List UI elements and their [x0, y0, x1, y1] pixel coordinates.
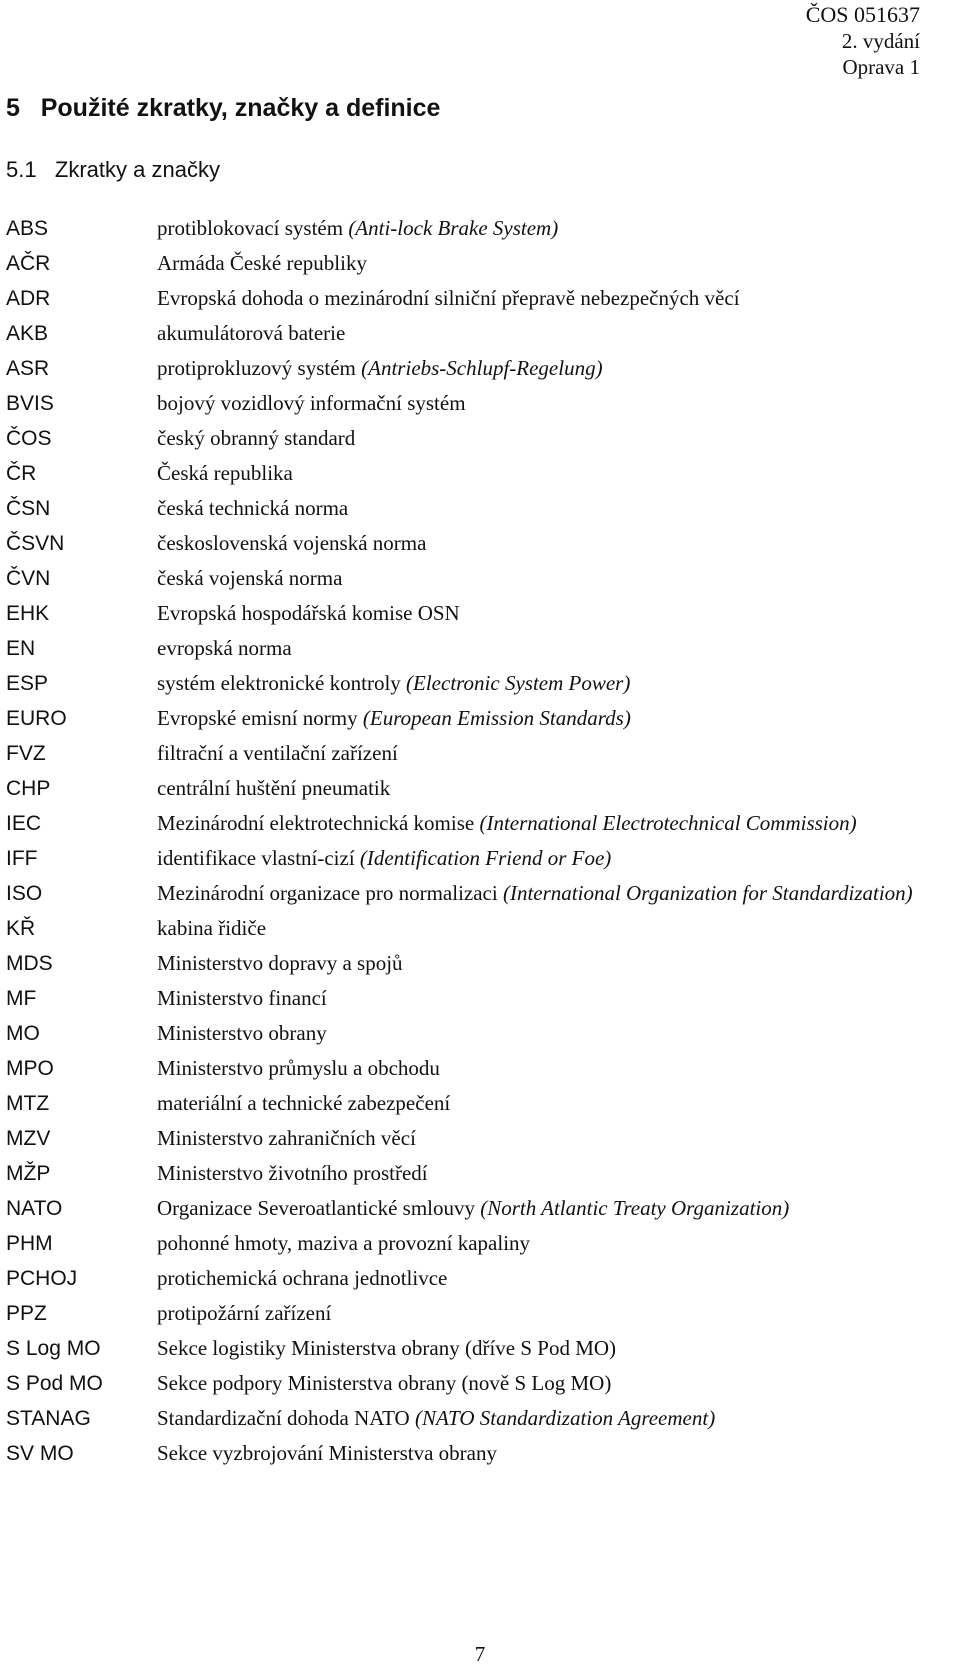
abbreviation-code: MTZ [6, 1092, 50, 1115]
definition-text: Evropská dohoda o mezinárodní silniční přepravě nebezpečných věcí [157, 286, 740, 310]
abbreviation-row [6, 1086, 926, 1121]
abbreviation-definition [157, 809, 926, 838]
abbreviation-code: EHK [6, 602, 50, 625]
abbreviation-row [6, 456, 926, 491]
abbreviation-row [6, 316, 926, 351]
abbreviation-row [6, 1261, 926, 1296]
definition-text: Evropská hospodářská komise OSN [157, 601, 460, 625]
abbreviation-row [6, 526, 926, 561]
abbreviation-definition [157, 949, 926, 978]
page-number: 7 [474, 1642, 486, 1666]
abbreviation-row [6, 211, 926, 246]
abbreviation-code: ČVN [6, 567, 51, 590]
definition-text: akumulátorová baterie [157, 321, 346, 345]
definition-text: Organizace Severoatlantické smlouvy [157, 1196, 481, 1220]
definition-english: (Identification Friend or Foe) [359, 846, 612, 870]
abbreviation-code: EN [6, 637, 36, 660]
abbreviation-row [6, 1436, 926, 1471]
definition-text: československá vojenská norma [157, 531, 427, 555]
abbreviation-code: PCHOJ [6, 1267, 78, 1290]
abbreviation-definition [157, 284, 926, 313]
section-title: 5 Použité zkratky, značky a definice [6, 94, 441, 122]
definition-text: systém elektronické kontroly [157, 671, 407, 695]
definition-text: Ministerstvo dopravy a spojů [157, 951, 403, 975]
definition-english: (International Organization for Standardization) [502, 881, 913, 905]
abbreviation-code: S Pod MO [6, 1372, 103, 1395]
abbreviation-code: ASR [6, 357, 50, 380]
definition-text: materiální a technické zabezpečení [157, 1091, 451, 1115]
abbreviation-row [6, 911, 926, 946]
abbreviation-definition [157, 1369, 926, 1398]
abbreviation-row [6, 421, 926, 456]
abbreviation-code: ČOS [6, 427, 52, 450]
abbreviation-row [6, 946, 926, 981]
abbreviation-definition [157, 494, 926, 523]
abbreviation-row [6, 1401, 926, 1436]
abbreviation-code: AČR [6, 252, 51, 275]
abbreviation-definition [157, 1124, 926, 1153]
abbreviation-definition [157, 529, 926, 558]
abbreviation-code: STANAG [6, 1407, 91, 1430]
amendment-label: Oprava 1 [842, 55, 920, 79]
definition-text: protichemická ochrana jednotlivce [157, 1266, 448, 1290]
abbreviation-row [6, 736, 926, 771]
document-header [806, 2, 920, 80]
definition-text: Česká republika [157, 461, 293, 485]
abbreviation-definition [157, 774, 926, 803]
abbreviation-row [6, 666, 926, 701]
abbreviation-definition [157, 459, 926, 488]
abbreviation-definition [157, 704, 926, 733]
abbreviation-definition [157, 424, 926, 453]
definition-text: evropská norma [157, 636, 292, 660]
definition-text: filtrační a ventilační zařízení [157, 741, 398, 765]
abbreviation-row [6, 1296, 926, 1331]
abbreviation-row [6, 1366, 926, 1401]
abbreviation-code: ISO [6, 882, 43, 905]
abbreviation-row [6, 1191, 926, 1226]
abbreviation-code: SV MO [6, 1442, 74, 1465]
definition-text: Mezinárodní organizace pro normalizaci [157, 881, 503, 905]
abbreviation-row [6, 701, 926, 736]
abbreviation-definition [157, 1439, 926, 1468]
definition-text: Ministerstvo životního prostředí [157, 1161, 428, 1185]
definition-text: protiblokovací systém [157, 216, 349, 240]
abbreviation-definition [157, 319, 926, 348]
abbreviation-code: FVZ [6, 742, 46, 765]
document-id: ČOS 051637 [805, 2, 920, 27]
definition-text: Standardizační dohoda NATO [157, 1406, 415, 1430]
abbreviation-row [6, 981, 926, 1016]
abbreviation-row [6, 1331, 926, 1366]
abbreviation-code: ESP [6, 672, 49, 695]
abbreviation-code: NATO [6, 1197, 63, 1220]
abbreviation-row [6, 1121, 926, 1156]
abbreviation-row [6, 281, 926, 316]
abbreviation-row [6, 631, 926, 666]
abbreviation-row [6, 1016, 926, 1051]
abbreviation-definition [157, 1054, 926, 1083]
abbreviation-code: BVIS [6, 392, 54, 415]
abbreviation-definition [157, 634, 926, 663]
abbreviation-row [6, 1156, 926, 1191]
definition-text: Ministerstvo financí [157, 986, 327, 1010]
definition-text: Armáda České republiky [157, 251, 367, 275]
abbreviation-code: MŽP [6, 1162, 51, 1185]
definition-text: identifikace vlastní-cizí [157, 846, 360, 870]
abbreviation-row [6, 561, 926, 596]
abbreviation-row [6, 841, 926, 876]
definition-english: (International Electrotechnical Commission) [479, 811, 857, 835]
abbreviation-row [6, 491, 926, 526]
abbreviation-code: KŘ [6, 917, 36, 940]
abbreviation-definition [157, 984, 926, 1013]
abbreviation-definition [157, 1229, 926, 1258]
abbreviation-definition [157, 1019, 926, 1048]
definition-text: protiprokluzový systém [157, 356, 362, 380]
abbreviation-definition [157, 249, 926, 278]
abbreviation-code: ABS [6, 217, 49, 240]
abbreviation-row [6, 386, 926, 421]
definition-text: Ministerstvo průmyslu a obchodu [157, 1056, 440, 1080]
abbreviation-row [6, 876, 926, 911]
abbreviation-code: MDS [6, 952, 53, 975]
abbreviation-code: MF [6, 987, 37, 1010]
definition-english: (European Emission Standards) [362, 706, 631, 730]
abbreviation-definition [157, 844, 926, 873]
definition-text: protipožární zařízení [157, 1301, 332, 1325]
abbreviation-code: PHM [6, 1232, 53, 1255]
abbreviation-code: MO [6, 1022, 40, 1045]
abbreviation-code: ADR [6, 287, 51, 310]
definition-text: český obranný standard [157, 426, 356, 450]
definition-english: (Anti-lock Brake System) [348, 216, 559, 240]
abbreviation-code: EURO [6, 707, 67, 730]
definition-text: centrální huštění pneumatik [157, 776, 391, 800]
abbreviation-row [6, 1226, 926, 1261]
abbreviation-definition [157, 389, 926, 418]
abbreviation-definition [157, 914, 926, 943]
definition-english: (Antriebs-Schlupf-Regelung) [361, 356, 603, 380]
abbreviation-definition [157, 214, 926, 243]
abbreviation-row [6, 1051, 926, 1086]
definition-english: (NATO Standardization Agreement) [414, 1406, 716, 1430]
definition-text: bojový vozidlový informační systém [157, 391, 466, 415]
abbreviation-row [6, 596, 926, 631]
abbreviation-definition [157, 564, 926, 593]
abbreviation-definition [157, 599, 926, 628]
abbreviation-definition [157, 1089, 926, 1118]
abbreviation-code: ČSN [6, 497, 51, 520]
abbreviation-row [6, 246, 926, 281]
abbreviation-definition [157, 1299, 926, 1328]
subsection-title: 5.1 Zkratky a značky [6, 157, 220, 182]
abbreviation-definition [157, 1159, 926, 1188]
definition-text: Sekce logistiky Ministerstva obrany (dříve S Pod MO) [157, 1336, 617, 1360]
definition-text: Sekce vyzbrojování Ministerstva obrany [157, 1441, 497, 1465]
abbreviation-code: AKB [6, 322, 49, 345]
abbreviation-definition [157, 669, 926, 698]
abbreviation-row [6, 771, 926, 806]
definition-text: kabina řidiče [157, 916, 267, 940]
abbreviation-code: PPZ [6, 1302, 47, 1325]
abbreviation-code: CHP [6, 777, 51, 800]
definition-text: Sekce podpory Ministerstva obrany (nově S Log MO) [157, 1371, 612, 1395]
abbreviation-code: IFF [6, 847, 38, 870]
abbreviation-definition [157, 1194, 926, 1223]
abbreviation-definition [157, 879, 926, 908]
definition-text: česká technická norma [157, 496, 349, 520]
abbreviation-code: S Log MO [6, 1337, 101, 1360]
abbreviation-definition [157, 1264, 926, 1293]
abbreviation-list [6, 211, 926, 1471]
definition-text: pohonné hmoty, maziva a provozní kapaliny [157, 1231, 531, 1255]
abbreviation-code: ČSVN [6, 532, 65, 555]
abbreviation-definition [157, 1334, 926, 1363]
abbreviation-code: MZV [6, 1127, 51, 1150]
abbreviation-row [6, 351, 926, 386]
definition-text: Ministerstvo zahraničních věcí [157, 1126, 416, 1150]
definition-english: (North Atlantic Treaty Organization) [480, 1196, 790, 1220]
definition-text: česká vojenská norma [157, 566, 343, 590]
abbreviation-code: ČR [6, 462, 37, 485]
definition-text: Ministerstvo obrany [157, 1021, 327, 1045]
definition-english: (Electronic System Power) [406, 671, 631, 695]
abbreviation-definition [157, 354, 926, 383]
edition-label: 2. vydání [841, 29, 920, 53]
abbreviation-definition [157, 1404, 926, 1433]
abbreviation-definition [157, 739, 926, 768]
abbreviation-row [6, 806, 926, 841]
abbreviation-code: MPO [6, 1057, 54, 1080]
definition-text: Evropské emisní normy [157, 706, 363, 730]
definition-text: Mezinárodní elektrotechnická komise [157, 811, 480, 835]
abbreviation-code: IEC [6, 812, 42, 835]
